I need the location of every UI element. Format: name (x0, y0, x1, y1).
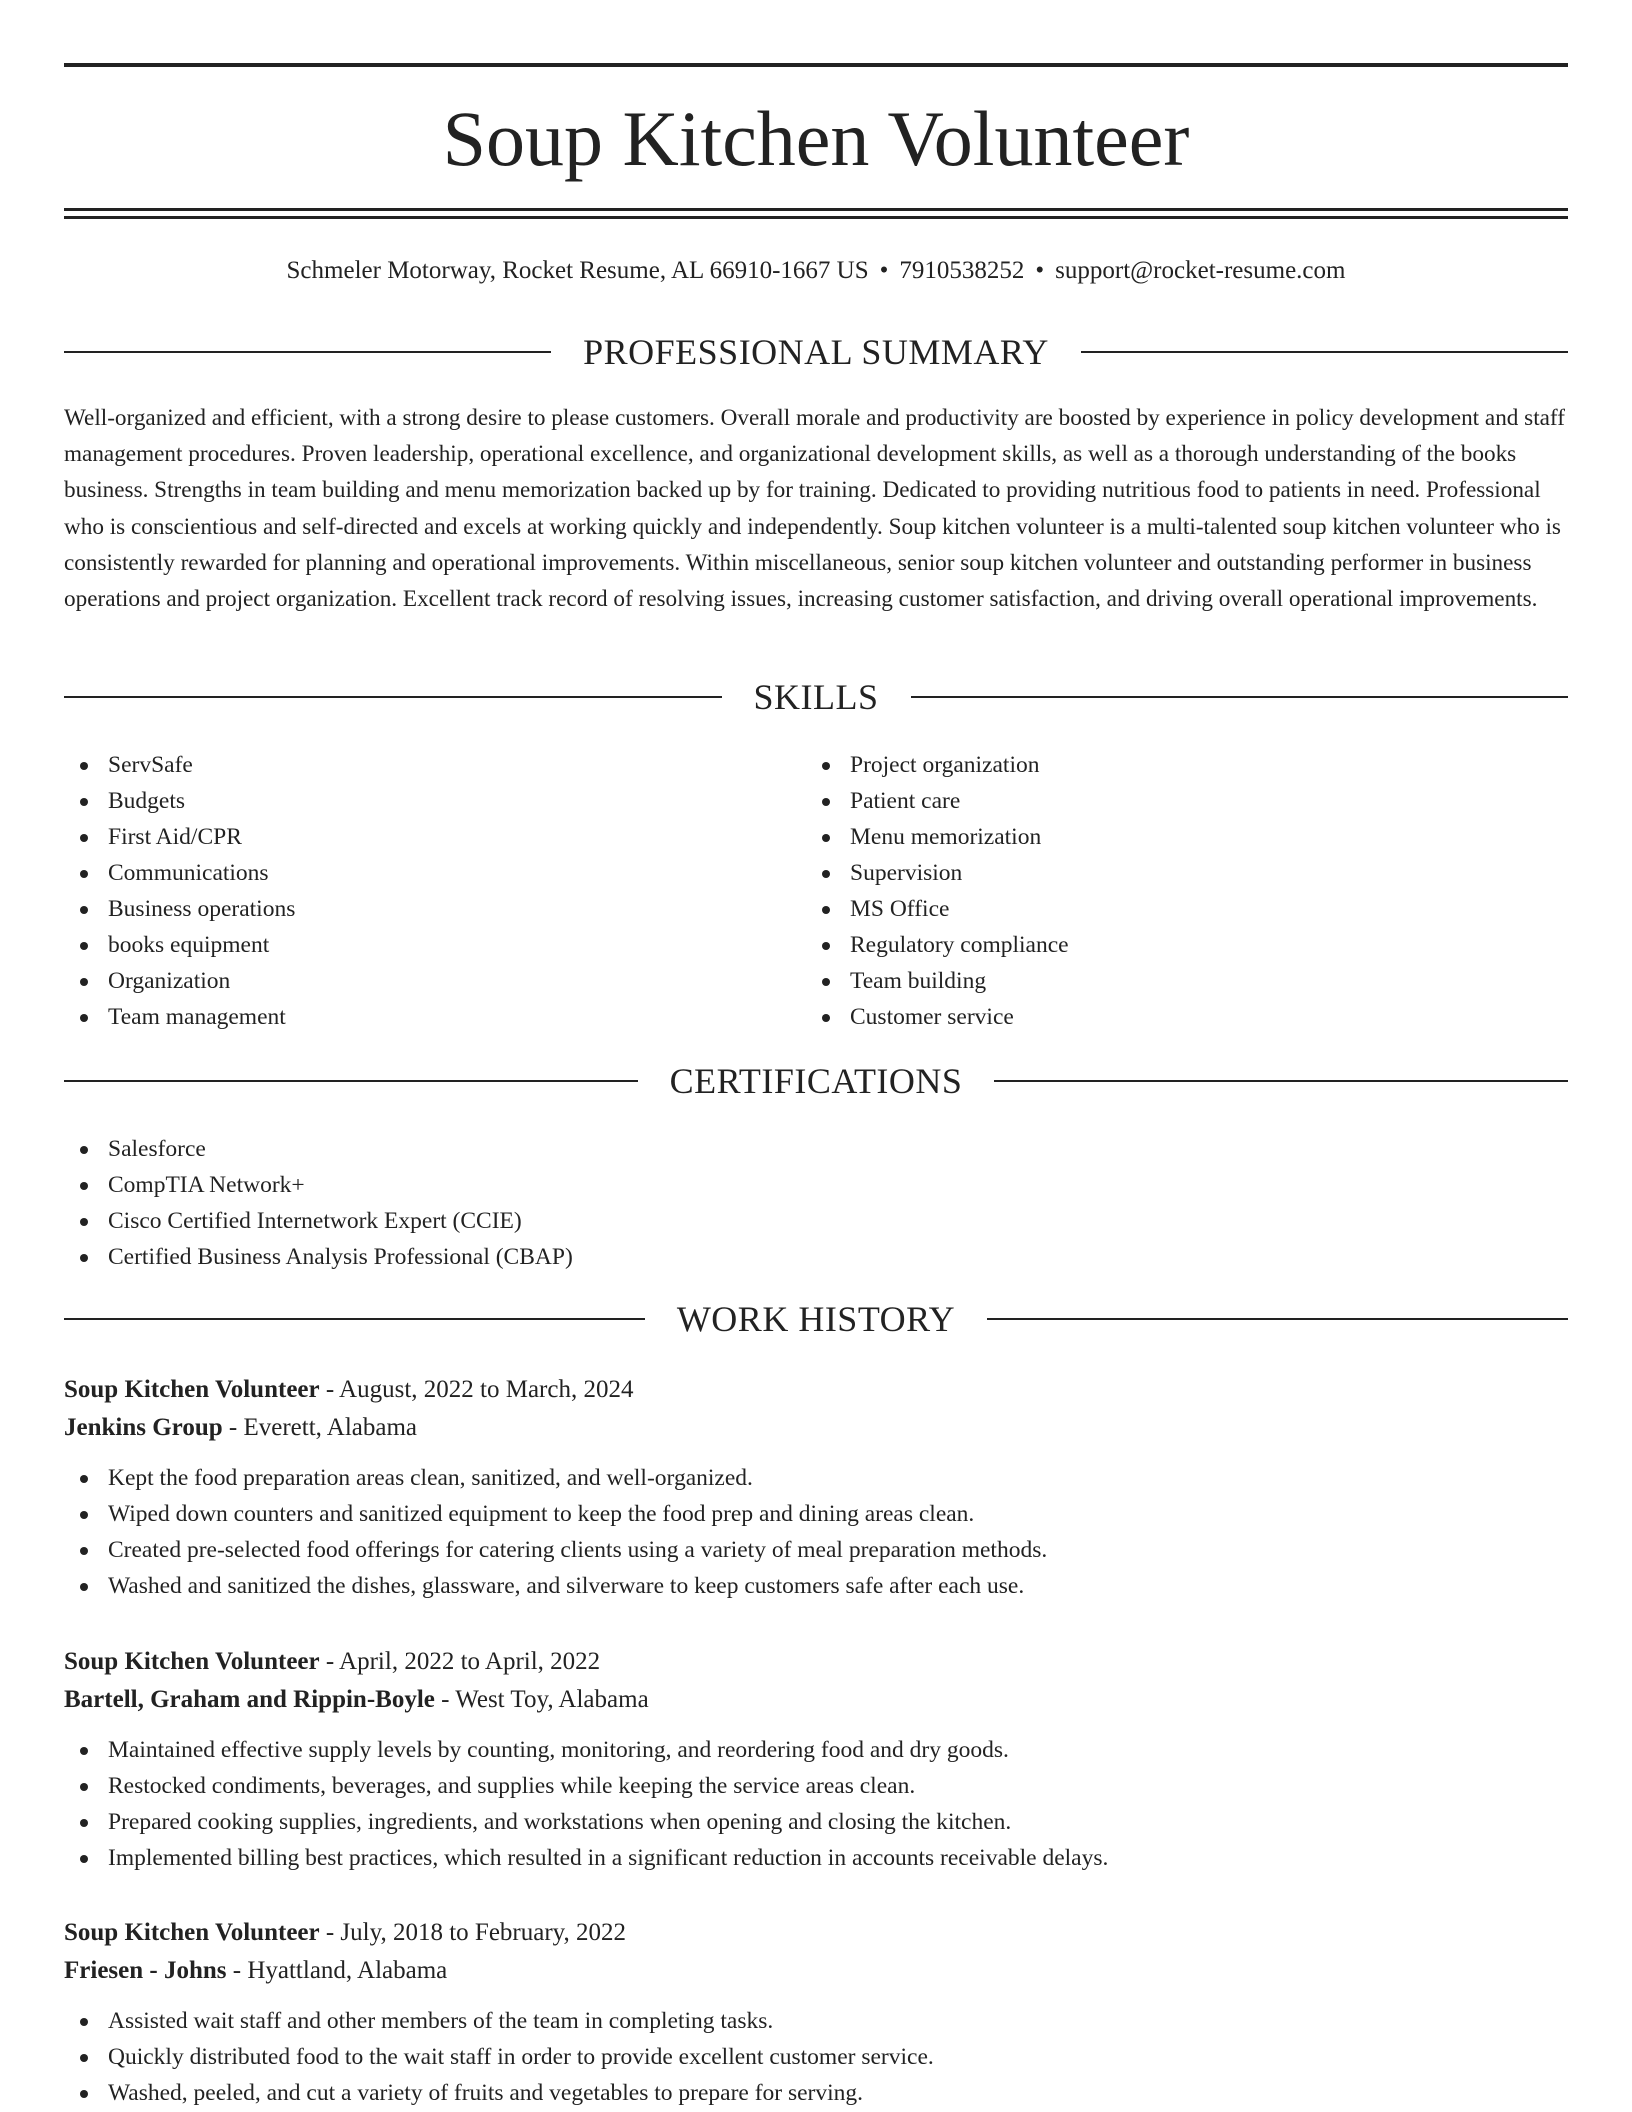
contact-phone: 7910538252 (899, 257, 1025, 284)
job-duty: Quickly distributed food to the wait staff in order to provide excellent customer service. (64, 2039, 1568, 2075)
skill-item: Project organization (806, 747, 1506, 783)
skills-title: SKILLS (753, 677, 879, 717)
skill-item: Budgets (64, 783, 764, 819)
certifications-heading (64, 1059, 1568, 1103)
skill-item: Patient care (806, 783, 1506, 819)
skills-left-column (64, 747, 764, 1035)
contact-line (64, 254, 1568, 288)
job-duty: Washed and sanitized the dishes, glassware, and silverware to keep customers safe after each use. (64, 1568, 1568, 1604)
job-company: Friesen - Johns (64, 1957, 227, 1984)
skill-item: Menu memorization (806, 819, 1506, 855)
summary-title: PROFESSIONAL SUMMARY (583, 332, 1049, 372)
job-entry (64, 1371, 1568, 1604)
heading-rule (64, 351, 551, 353)
skill-item: Supervision (806, 855, 1506, 891)
contact-email: support@rocket-resume.com (1055, 257, 1346, 284)
skill-item: Team building (806, 963, 1506, 999)
job-company-line (64, 1681, 1568, 1719)
certifications-list (64, 1131, 1064, 1275)
job-duties-list (64, 1732, 1568, 1876)
job-dates: - August, 2022 to March, 2024 (319, 1376, 634, 1403)
heading-rule (987, 1318, 1568, 1320)
job-company: Jenkins Group (64, 1414, 223, 1441)
heading-rule (64, 1080, 638, 1082)
header-double-rule (64, 208, 1568, 219)
job-company-line (64, 1409, 1568, 1447)
job-company-line (64, 1952, 1568, 1990)
job-title-line (64, 1643, 1568, 1681)
job-duty: Washed, peeled, and cut a variety of fruits and vegetables to prepare for serving. (64, 2075, 1568, 2111)
skill-item: books equipment (64, 927, 764, 963)
certification-item: CompTIA Network+ (64, 1167, 1064, 1203)
certification-item: Cisco Certified Internetwork Expert (CCIE) (64, 1203, 1064, 1239)
job-location: - Hyattland, Alabama (226, 1957, 448, 1984)
job-company: Bartell, Graham and Rippin-Boyle (64, 1686, 435, 1713)
certification-item: Salesforce (64, 1131, 1064, 1167)
certifications-title: CERTIFICATIONS (669, 1061, 963, 1101)
certifications-block (64, 1131, 1064, 1275)
skill-item: Team management (64, 999, 764, 1035)
work-history-title: WORK HISTORY (676, 1299, 956, 1339)
job-dates: - April, 2022 to April, 2022 (319, 1648, 601, 1675)
summary-text: Well-organized and efficient, with a strong desire to please customers. Overall morale and productivity are boosted by experience in policy development and staff management procedures. Proven leadership, operational excellence, and organizational development skills, as well as a thorough understanding of the books business. Strengths in team building and menu memorization backed up by for training. Dedicated to providing nutritious food to patients in need. Professional who is conscientious and self-directed and excels at working quickly and independently. Soup kitchen volunteer is a multi-talented soup kitchen volunteer who is consistently rewarded for planning and operational improvements. Within miscellaneous, senior soup kitchen volunteer and outstanding performer in business operations and project organization. Excellent track record of resolving issues, increasing customer satisfaction, and driving overall operational improvements. (64, 405, 1565, 613)
job-title: Soup Kitchen Volunteer (64, 1648, 320, 1675)
job-dates: - July, 2018 to February, 2022 (319, 1919, 627, 1946)
job-entry (64, 1643, 1568, 1876)
skills-right-column (806, 747, 1506, 1035)
skills-list-right (806, 747, 1506, 1035)
resume-name: Soup Kitchen Volunteer (442, 95, 1190, 182)
heading-rule (1081, 351, 1568, 353)
skill-item: Organization (64, 963, 764, 999)
job-title-line (64, 1371, 1568, 1409)
skill-item: Regulatory compliance (806, 927, 1506, 963)
job-location: - Everett, Alabama (222, 1414, 418, 1441)
job-duty: Prepared cooking supplies, ingredients, and workstations when opening and closing the kitchen. (64, 1804, 1568, 1840)
job-title: Soup Kitchen Volunteer (64, 1919, 320, 1946)
job-duties-list (64, 1460, 1568, 1604)
heading-rule (911, 696, 1569, 698)
job-duties-list (64, 2003, 1568, 2111)
skill-item: MS Office (806, 891, 1506, 927)
skill-item: Business operations (64, 891, 764, 927)
job-duty: Wiped down counters and sanitized equipment to keep the food prep and dining areas clean. (64, 1496, 1568, 1532)
summary-heading (64, 330, 1568, 374)
job-duty: Maintained effective supply levels by counting, monitoring, and reordering food and dry goods. (64, 1732, 1568, 1768)
job-title: Soup Kitchen Volunteer (64, 1376, 320, 1403)
top-rule (64, 63, 1568, 67)
work-history-heading (64, 1297, 1568, 1341)
skill-item: First Aid/CPR (64, 819, 764, 855)
skills-heading (64, 675, 1568, 719)
job-location: - West Toy, Alabama (434, 1686, 649, 1713)
job-duty: Created pre-selected food offerings for catering clients using a variety of meal preparation methods. (64, 1532, 1568, 1568)
contact-address: Schmeler Motorway, Rocket Resume, AL 66910-1667 US (286, 257, 869, 284)
job-entry (64, 1914, 1568, 2111)
heading-rule (64, 696, 722, 698)
job-duty: Implemented billing best practices, which resulted in a significant reduction in accounts receivable delays. (64, 1840, 1568, 1876)
heading-rule (64, 1318, 645, 1320)
contact-separator: • (1035, 257, 1045, 284)
contact-separator: • (879, 257, 889, 284)
skill-item: Communications (64, 855, 764, 891)
skill-item: Customer service (806, 999, 1506, 1035)
job-duty: Assisted wait staff and other members of the team in completing tasks. (64, 2003, 1568, 2039)
job-title-line (64, 1914, 1568, 1952)
certification-item: Certified Business Analysis Professional (CBAP) (64, 1239, 1064, 1275)
job-duty: Kept the food preparation areas clean, sanitized, and well-organized. (64, 1460, 1568, 1496)
heading-rule (994, 1080, 1568, 1082)
job-duty: Restocked condiments, beverages, and supplies while keeping the service areas clean. (64, 1768, 1568, 1804)
skill-item: ServSafe (64, 747, 764, 783)
skills-list-left (64, 747, 764, 1035)
